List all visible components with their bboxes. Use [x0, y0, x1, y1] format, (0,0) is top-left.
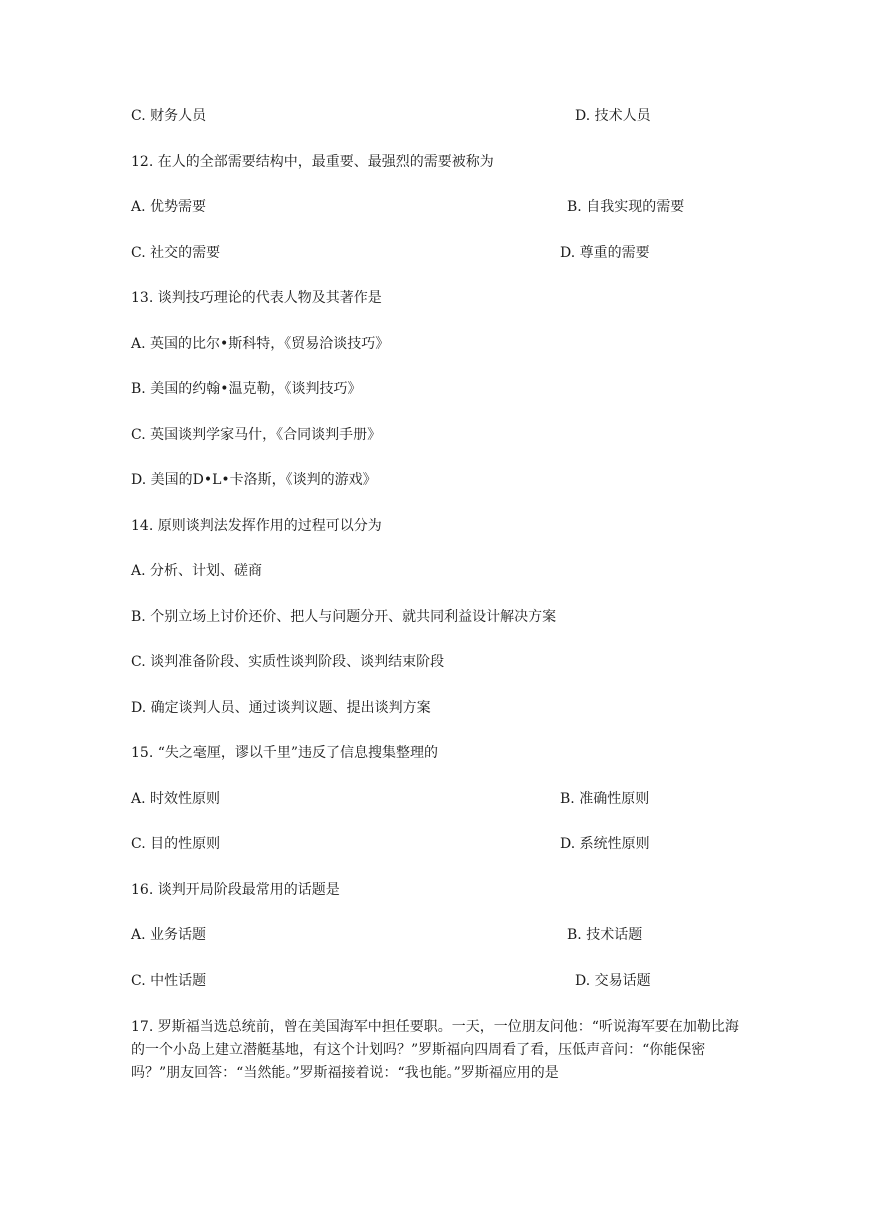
q13-option-d: D. 美国的D•L•卡洛斯，《谈判的游戏》 [131, 472, 377, 488]
q11-option-c: C. 财务人员 [131, 108, 207, 124]
q15-option-a: A. 时效性原则 [131, 791, 221, 807]
q15-option-c: C. 目的性原则 [131, 836, 221, 852]
q14-option-b: B. 个别立场上讨价还价、把人与问题分开、就共同利益设计解决方案 [131, 609, 557, 625]
q16-option-c: C. 中性话题 [131, 973, 207, 989]
q13-option-c: C. 英国谈判学家马什，《合同谈判手册》 [131, 427, 382, 443]
q14-option-a: A. 分析、计划、磋商 [131, 563, 263, 579]
q15-stem: 15. “失之毫厘，谬以千里”违反了信息搜集整理的 [131, 745, 439, 761]
q12-option-a: A. 优势需要 [131, 199, 207, 215]
q13-stem: 13. 谈判技巧理论的代表人物及其著作是 [131, 290, 382, 306]
q16-option-a: A. 业务话题 [131, 927, 207, 943]
q14-option-d: D. 确定谈判人员、通过谈判议题、提出谈判方案 [131, 700, 431, 716]
q15-option-b: B. 准确性原则 [560, 791, 650, 807]
q14-option-c: C. 谈判准备阶段、实质性谈判阶段、谈判结束阶段 [131, 654, 445, 670]
q16-stem: 16. 谈判开局阶段最常用的话题是 [131, 882, 340, 898]
q13-option-a: A. 英国的比尔•斯科特，《贸易洽谈技巧》 [131, 336, 390, 352]
q16-option-d: D. 交易话题 [575, 973, 651, 989]
q12-option-b: B. 自我实现的需要 [567, 199, 685, 215]
q16-option-b: B. 技术话题 [567, 927, 643, 943]
q12-option-d: D. 尊重的需要 [560, 245, 650, 261]
q17-stem: 17. 罗斯福当选总统前，曾在美国海军中担任要职。一天，一位朋友问他：“听说海军要在加勒比海的一个小岛上建立潜艇基地，有这个计划吗？”罗斯福向四周看了看，压低声音问：“你能保密吗？”朋友回答：“当然能。”罗斯福接着说：“我也能。”罗斯福应用的是 [131, 1019, 739, 1081]
q15-option-d: D. 系统性原则 [560, 836, 650, 852]
q12-option-c: C. 社交的需要 [131, 245, 221, 261]
q11-option-d: D. 技术人员 [575, 108, 651, 124]
q13-option-b: B. 美国的约翰•温克勒，《谈判技巧》 [131, 381, 362, 397]
q14-stem: 14. 原则谈判法发挥作用的过程可以分为 [131, 518, 382, 534]
q12-stem: 12. 在人的全部需要结构中，最重要、最强烈的需要被称为 [131, 154, 494, 170]
